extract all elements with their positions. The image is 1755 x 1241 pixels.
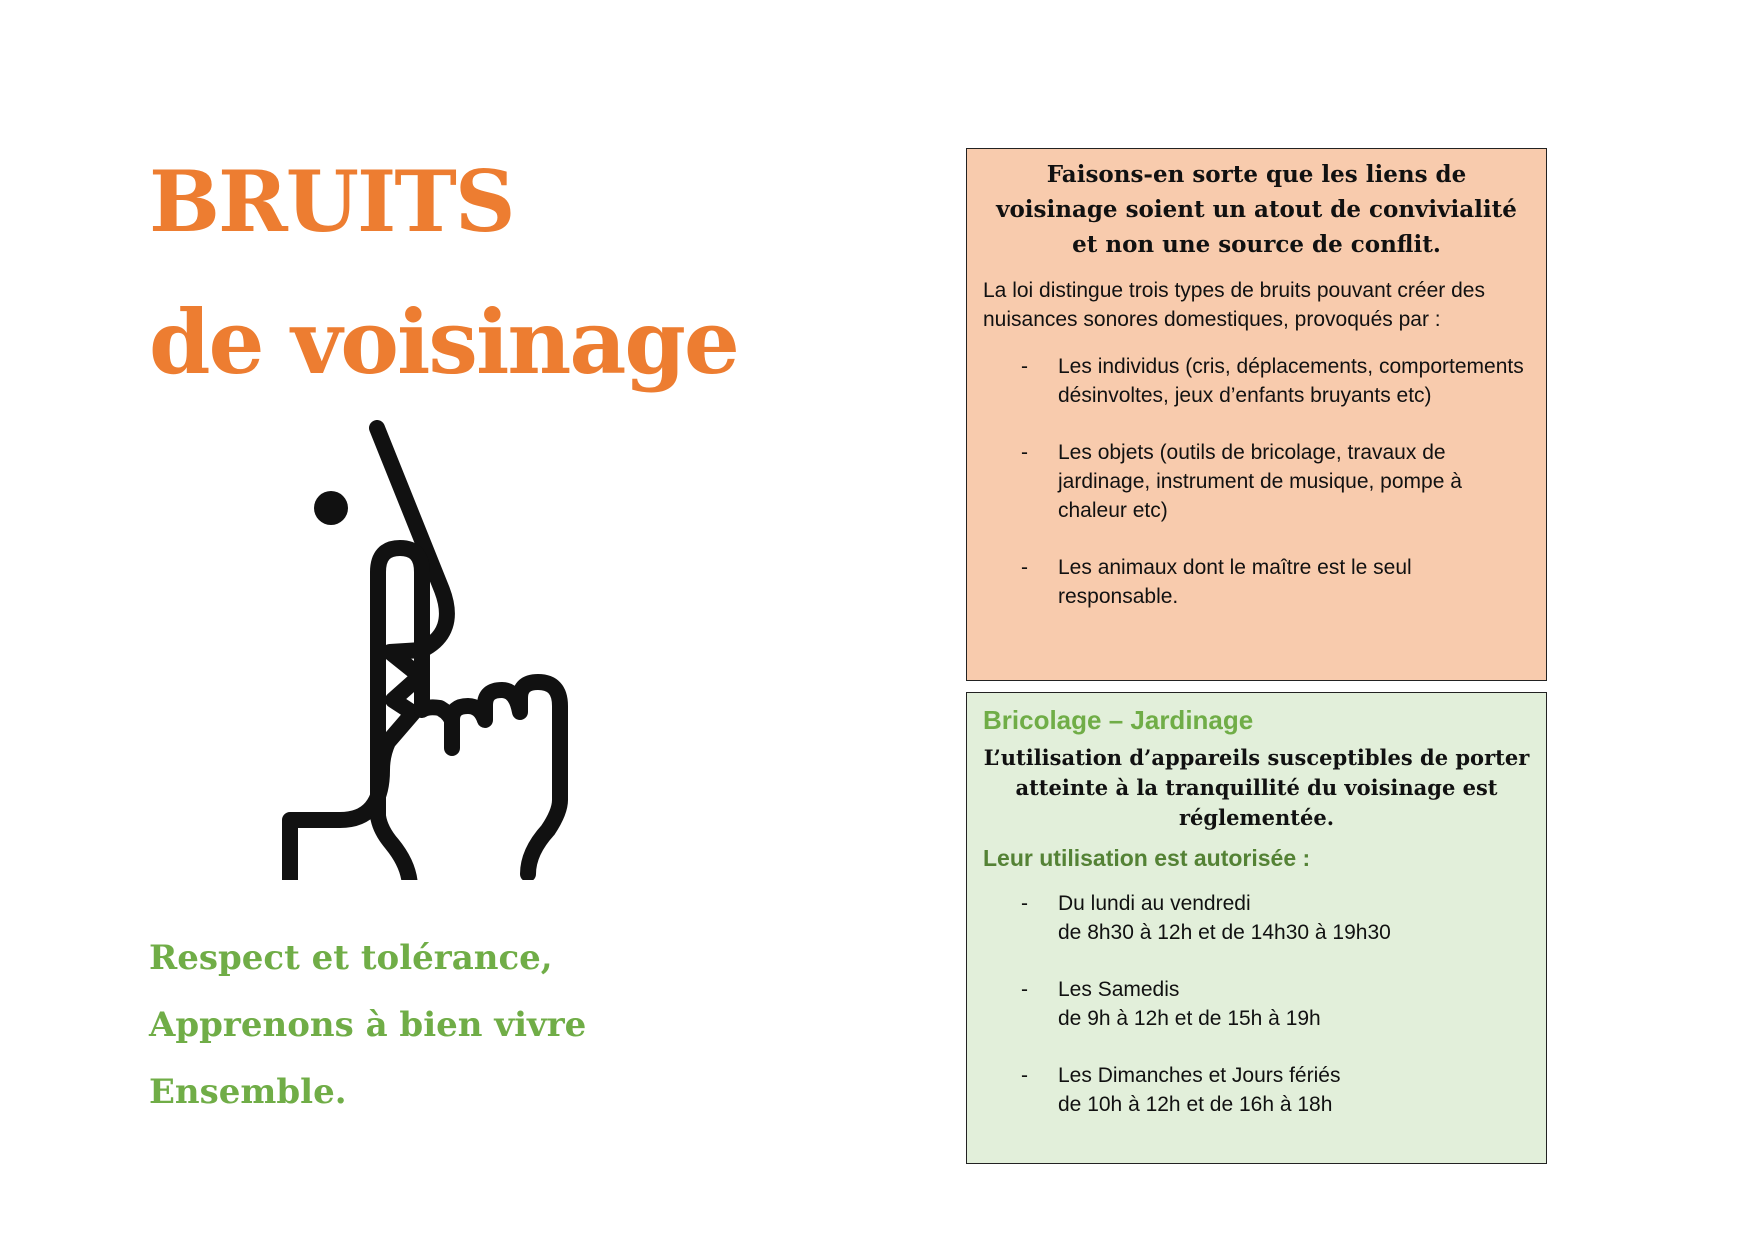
list-item [983,352,1530,410]
schedule-hours: de 10h à 12h et de 16h à 18h [1058,1093,1333,1116]
slogan-line: Ensemble. [149,1072,347,1112]
list-item-text: Les individus (cris, déplacements, comportements désinvoltes, jeux d’enfants bruyants etc) [1058,355,1524,407]
bullet-dash: - [1021,892,1028,915]
noise-headline: Faisons-en sorte que les liens de voisinage soient un atout de convivialité et non une source de conflit. [996,161,1517,258]
title-line-1: BRUITS [149,152,514,251]
schedule-hours: de 9h à 12h et de 15h à 19h [1058,1007,1321,1030]
list-item-text: Les animaux dont le maître est le seul responsable. [1058,556,1412,608]
shush-face-finger-icon [270,420,690,880]
slogan-line: Apprenons à bien vivre [149,1005,587,1045]
title-line-2: de voisinage [149,290,738,394]
schedule-item [983,1061,1530,1119]
noise-intro: La loi distingue trois types de bruits pouvant créer des nuisances sonores domestiques, provoqués par : [983,279,1485,331]
list-item [983,553,1530,611]
bullet-dash: - [1021,355,1028,378]
schedule-item [983,889,1530,947]
noise-types-list [983,352,1530,611]
noise-types-box [966,148,1547,681]
list-item-text: Les objets (outils de bricolage, travaux de jardinage, instrument de musique, pompe à chaleur etc) [1058,441,1462,522]
schedule-list [983,889,1530,1119]
schedule-days: Les Samedis [1058,978,1180,1001]
authorized-subtitle: Leur utilisation est autorisée : [983,845,1311,871]
bullet-dash: - [1021,441,1028,464]
diy-gardening-title: Bricolage – Jardinage [983,705,1254,735]
schedule-days: Les Dimanches et Jours fériés [1058,1064,1341,1087]
list-item [983,438,1530,525]
diy-gardening-box [966,692,1547,1164]
schedule-hours: de 8h30 à 12h et de 14h30 à 19h30 [1058,921,1391,944]
slogan-line: Respect et tolérance, [149,938,553,978]
regulation-headline: L’utilisation d’appareils susceptibles de porter atteinte à la tranquillité du voisinage est réglementée. [983,745,1530,830]
slogan [149,936,586,1137]
schedule-days: Du lundi au vendredi [1058,892,1251,915]
schedule-item [983,975,1530,1033]
bullet-dash: - [1021,1064,1028,1087]
bullet-dash: - [1021,556,1028,579]
bullet-dash: - [1021,978,1028,1001]
